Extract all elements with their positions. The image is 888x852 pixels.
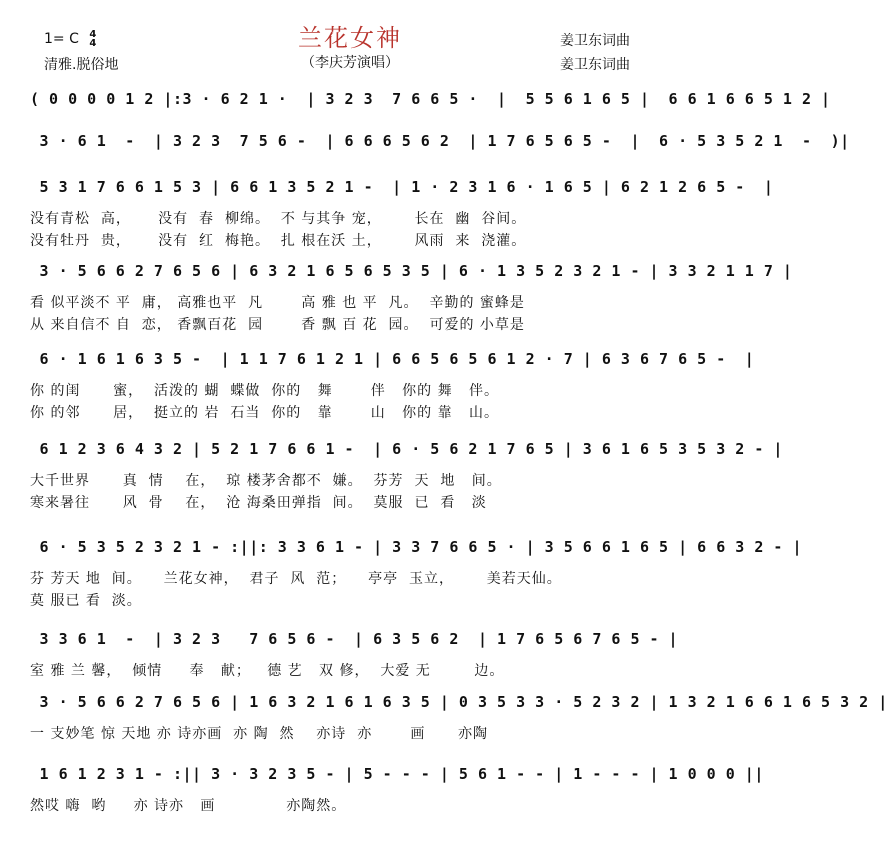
lyric-line-5-2: 你 的邻 居， 挺立的 岩 石当 你的 靠 山 你的 靠 山。 (30, 405, 499, 421)
lyric-line-10-1: 然哎 嗨 哟 亦 诗亦 画 亦陶然。 (30, 798, 347, 814)
lyric-line-8-1: 室 雅 兰 馨， 倾情 奉 献； 德 艺 双 修， 大爱 无 边。 (30, 663, 505, 679)
composer-credit: 姜卫东词曲 (560, 33, 630, 49)
lyric-line-4-2: 从 来自信不 自 恋， 香飘百花 园 香 飘 百 花 园。 可爱的 小草是 (30, 317, 525, 333)
lyricist-credit: 姜卫东词曲 (560, 57, 630, 73)
lyric-line-3-1: 没有青松 高， 没有 春 柳绵。 不 与其争 宠， 长在 幽 谷间。 (30, 211, 527, 227)
notation-line-7: 6 · 5 3 5 2 3 2 1 - :||: 3 3 6 1 - | 3 3 7 6 6 5 · | 3 5 6 6 1 6 5 | 6 6 3 2 - | (30, 538, 802, 556)
lyric-line-7-1: 芬 芳天 地 间。 兰花女神， 君子 风 范； 亭亭 玉立， 美若天仙。 (30, 571, 562, 587)
lyric-line-5-1: 你 的闺 蜜， 活泼的 蝴 蝶做 你的 舞 伴 你的 舞 伴。 (30, 383, 499, 399)
lyric-line-9-1: 一 支妙笔 惊 天地 亦 诗亦画 亦 陶 然 亦诗 亦 画 亦陶 (30, 726, 489, 742)
lyric-line-4-1: 看 似平淡不 平 庸， 高雅也平 凡 高 雅 也 平 凡。 辛勤的 蜜蜂是 (30, 295, 525, 311)
key-label: 1= C (44, 31, 79, 47)
notation-line-4: 3 · 5 6 6 2 7 6 5 6 | 6 3 2 1 6 5 6 5 3 5 | 6 · 1 3 5 2 3 2 1 - | 3 3 2 1 1 7 | (30, 262, 793, 280)
notation-line-1: ( 0 0 0 0 1 2 |:3 · 6 2 1 · | 3 2 3 7 6 6 5 · | 5 5 6 1 6 5 | 6 6 1 6 6 5 1 2 | (30, 90, 831, 108)
notation-line-2: 3 · 6 1 - | 3 2 3 7 5 6 - | 6 6 6 5 6 2 | 1 7 6 5 6 5 - | 6 · 5 3 5 2 1 - )| (30, 132, 850, 150)
notation-line-3: 5 3 1 7 6 6 1 5 3 | 6 6 1 3 5 2 1 - | 1 · 2 3 1 6 · 1 6 5 | 6 2 1 2 6 5 - | (30, 178, 774, 196)
notation-line-10: 1 6 1 2 3 1 - :|| 3 · 3 2 3 5 - | 5 - - - | 5 6 1 - - | 1 - - - | 1 0 0 0 || (30, 765, 764, 783)
time-top: 4 (89, 29, 97, 40)
lyric-line-3-2: 没有牡丹 贵， 没有 红 梅艳。 扎 根在沃 土， 风雨 来 浇灌。 (30, 233, 527, 249)
lyric-line-7-2: 莫 服已 看 淡。 (30, 593, 142, 609)
style-marking: 清雅.脱俗地 (44, 57, 119, 73)
notation-line-8: 3 3 6 1 - | 3 2 3 7 6 5 6 - | 6 3 5 6 2 | 1 7 6 5 6 7 6 5 - | (30, 630, 679, 648)
time-bottom: 4 (89, 38, 97, 49)
notation-line-5: 6 · 1 6 1 6 3 5 - | 1 1 7 6 1 2 1 | 6 6 5 6 5 6 1 2 · 7 | 6 3 6 7 6 5 - | (30, 350, 755, 368)
notation-line-9: 3 · 5 6 6 2 7 6 5 6 | 1 6 3 2 1 6 1 6 3 5 | 0 3 5 3 3 · 5 2 3 2 | 1 3 2 1 6 6 1 6 5 3 2 | (30, 693, 888, 711)
singer-credit: （李庆芳演唱） (301, 55, 399, 71)
lyric-line-6-1: 大千世界 真 情 在， 琼 楼茅舍都不 嫌。 芬芳 天 地 间。 (30, 473, 502, 489)
lyric-line-6-2: 寒来暑往 风 骨 在， 沧 海桑田弹指 间。 莫服 已 看 淡 (30, 495, 487, 511)
notation-line-6: 6 1 2 3 6 4 3 2 | 5 2 1 7 6 6 1 - | 6 · 5 6 2 1 7 6 5 | 3 6 1 6 5 3 5 3 2 - | (30, 440, 783, 458)
song-title: 兰花女神 (298, 24, 402, 52)
